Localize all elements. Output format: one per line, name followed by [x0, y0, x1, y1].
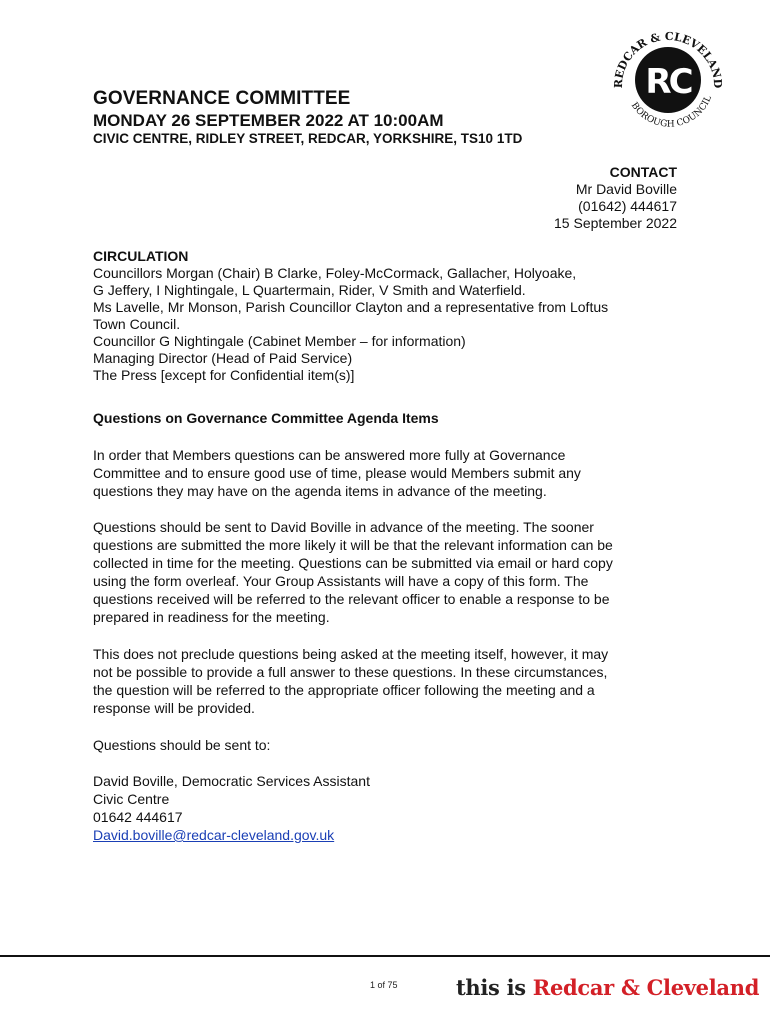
address-line: 01642 444617 [93, 809, 183, 825]
contact-block [554, 164, 677, 232]
paragraph-line: Questions should be sent to David Boville in advance of the meeting. The sooner [93, 519, 594, 535]
address-line: David Boville, Democratic Services Assistant [93, 773, 370, 789]
paragraph-line: Committee and to ensure good use of time, please would Members submit any [93, 465, 581, 481]
circulation-line: Town Council. [93, 316, 181, 332]
contact-date: 15 September 2022 [554, 215, 677, 231]
questions-paragraph-2 [93, 518, 693, 626]
page-number: 1 of 75 [370, 980, 398, 990]
footer-brand [456, 975, 759, 1000]
brand-name: Redcar & Cleveland [532, 975, 760, 1000]
circulation-heading: CIRCULATION [93, 248, 189, 264]
paragraph-line: the question will be referred to the appropriate officer following the meeting and a [93, 682, 595, 698]
circulation-line: Councillors Morgan (Chair) B Clarke, Foley-McCormack, Gallacher, Holyoake, [93, 265, 577, 281]
contact-phone: (01642) 444617 [578, 198, 677, 214]
questions-paragraph-1 [93, 446, 693, 500]
circulation-line: G Jeffery, I Nightingale, L Quartermain, Rider, V Smith and Waterfield. [93, 282, 526, 298]
paragraph-line: not be possible to provide a full answer to these questions. In these circumstances, [93, 664, 608, 680]
paragraph-line: questions are submitted the more likely it will be that the relevant information can be [93, 537, 613, 553]
circulation-line: Managing Director (Head of Paid Service) [93, 350, 353, 366]
page-title: GOVERNANCE COMMITTEE [93, 88, 351, 109]
paragraph-line: using the form overleaf. Your Group Assistants will have a copy of this form. The [93, 573, 589, 589]
paragraph-line: In order that Members questions can be answered more fully at Governance [93, 447, 566, 463]
logo-monogram: RC [645, 62, 691, 102]
circulation-line: Ms Lavelle, Mr Monson, Parish Councillor Clayton and a representative from Loftus [93, 299, 609, 315]
brand-prefix: this is [456, 975, 533, 1000]
circulation-line: The Press [except for Confidential item(s)] [93, 367, 355, 383]
footer-divider [0, 955, 770, 957]
paragraph-line: prepared in readiness for the meeting. [93, 609, 330, 625]
send-to-label: Questions should be sent to: [93, 737, 271, 753]
questions-heading: Questions on Governance Committee Agenda Items [93, 410, 439, 426]
questions-paragraph-3 [93, 645, 693, 717]
paragraph-line: This does not preclude questions being asked at the meeting itself, however, it may [93, 646, 609, 662]
address-line: Civic Centre [93, 791, 170, 807]
paragraph-line: questions received will be referred to the relevant officer to enable a response to be [93, 591, 610, 607]
contact-name: Mr David Boville [575, 181, 677, 197]
meeting-venue: CIVIC CENTRE, RIDLEY STREET, REDCAR, YORKSHIRE, TS10 1TD [93, 131, 523, 146]
paragraph-line: response will be provided. [93, 700, 255, 716]
circulation-block [93, 248, 693, 384]
logo-ring-bottom: BOROUGH COUNCIL [628, 94, 714, 130]
logo-ring-top: REDCAR & CLEVELAND [611, 29, 725, 89]
contact-heading: CONTACT [609, 164, 677, 180]
meeting-date: MONDAY 26 SEPTEMBER 2022 AT 10:00AM [93, 111, 444, 130]
address-block [93, 772, 693, 844]
paragraph-line: questions they may have on the agenda items in advance of the meeting. [93, 483, 547, 499]
paragraph-line: collected in time for the meeting. Questions can be submitted via email or hard copy [93, 555, 613, 571]
email-link[interactable]: David.boville@redcar-cleveland.gov.uk [93, 827, 335, 843]
circulation-line: Councillor G Nightingale (Cabinet Member – for information) [93, 333, 466, 349]
council-logo-icon [604, 16, 732, 144]
